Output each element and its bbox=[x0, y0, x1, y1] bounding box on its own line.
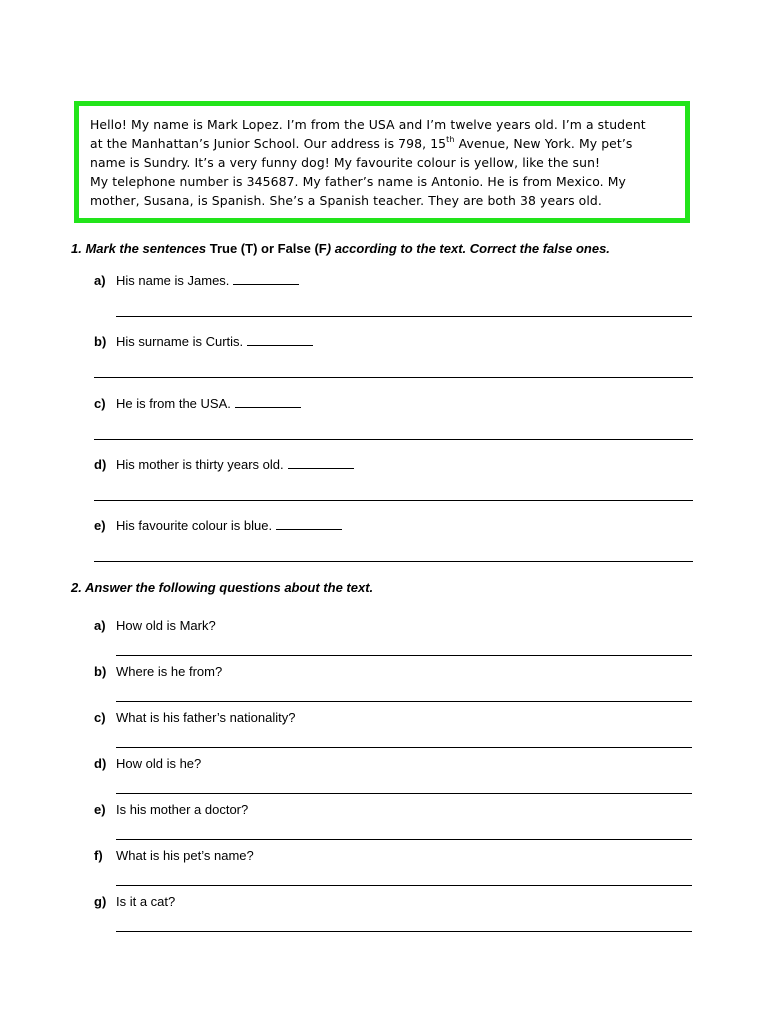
question-sentence: He is from the USA. bbox=[116, 396, 231, 411]
question-label: b) bbox=[94, 664, 107, 679]
heading-part: 1. Mark the sentences bbox=[71, 241, 210, 256]
heading-part: True (T) or False (F bbox=[209, 241, 327, 256]
question-label: e) bbox=[94, 802, 106, 817]
exercise-2-heading: 2. Answer the following questions about the text. bbox=[71, 580, 374, 595]
question-text: How old is he? bbox=[116, 756, 202, 771]
reading-line: My telephone number is 345687. My father’s name is Antonio. He is from Mexico. My bbox=[90, 174, 626, 189]
question-label: f) bbox=[94, 848, 103, 863]
answer-line[interactable] bbox=[94, 439, 693, 440]
answer-line[interactable] bbox=[94, 500, 693, 501]
ordinal-suffix: th bbox=[446, 135, 455, 144]
question-text bbox=[116, 273, 299, 288]
question-text: Is it a cat? bbox=[116, 894, 176, 909]
answer-line[interactable] bbox=[116, 701, 692, 702]
question-text: What is his pet’s name? bbox=[116, 848, 254, 863]
question-sentence: His surname is Curtis. bbox=[116, 334, 244, 349]
question-label: c) bbox=[94, 396, 106, 411]
question-text bbox=[116, 457, 354, 472]
question-label: d) bbox=[94, 457, 107, 472]
answer-blank[interactable] bbox=[276, 518, 342, 530]
question-sentence: His mother is thirty years old. bbox=[116, 457, 284, 472]
reading-line: mother, Susana, is Spanish. She’s a Spanish teacher. They are both 38 years old. bbox=[90, 193, 602, 208]
question-text bbox=[116, 334, 313, 349]
question-sentence: His favourite colour is blue. bbox=[116, 518, 273, 533]
heading-part: ) according to the text. Correct the false ones. bbox=[326, 241, 610, 256]
question-label: a) bbox=[94, 618, 106, 633]
answer-line[interactable] bbox=[116, 793, 692, 794]
answer-line[interactable] bbox=[94, 377, 693, 378]
question-label: g) bbox=[94, 894, 107, 909]
question-label: d) bbox=[94, 756, 107, 771]
answer-blank[interactable] bbox=[235, 396, 301, 408]
question-sentence: His name is James. bbox=[116, 273, 230, 288]
question-text: Is his mother a doctor? bbox=[116, 802, 249, 817]
answer-line[interactable] bbox=[116, 931, 692, 932]
question-label: b) bbox=[94, 334, 107, 349]
answer-line[interactable] bbox=[116, 747, 692, 748]
reading-line: name is Sundry. It’s a very funny dog! My favourite colour is yellow, like the sun! bbox=[90, 155, 601, 170]
answer-blank[interactable] bbox=[233, 273, 299, 285]
question-text: How old is Mark? bbox=[116, 618, 216, 633]
answer-blank[interactable] bbox=[288, 457, 354, 469]
question-text: What is his father’s nationality? bbox=[116, 710, 296, 725]
reading-line: Hello! My name is Mark Lopez. I’m from the USA and I’m twelve years old. I’m a student bbox=[90, 117, 646, 132]
answer-line[interactable] bbox=[116, 655, 692, 656]
reading-line-part: Avenue, New York. My pet’s bbox=[454, 136, 633, 151]
question-text bbox=[116, 518, 342, 533]
answer-line[interactable] bbox=[94, 561, 693, 562]
exercise-1-heading bbox=[71, 241, 610, 256]
answer-line[interactable] bbox=[116, 885, 692, 886]
question-label: a) bbox=[94, 273, 106, 288]
answer-line[interactable] bbox=[116, 839, 692, 840]
reading-text-box bbox=[74, 101, 690, 223]
answer-line[interactable] bbox=[116, 316, 692, 317]
reading-line-part: at the Manhattan’s Junior School. Our address is 798, 15 bbox=[90, 136, 447, 151]
question-text bbox=[116, 396, 301, 411]
reading-line bbox=[90, 134, 673, 153]
answer-blank[interactable] bbox=[247, 334, 313, 346]
question-text: Where is he from? bbox=[116, 664, 223, 679]
question-label: c) bbox=[94, 710, 106, 725]
question-label: e) bbox=[94, 518, 106, 533]
